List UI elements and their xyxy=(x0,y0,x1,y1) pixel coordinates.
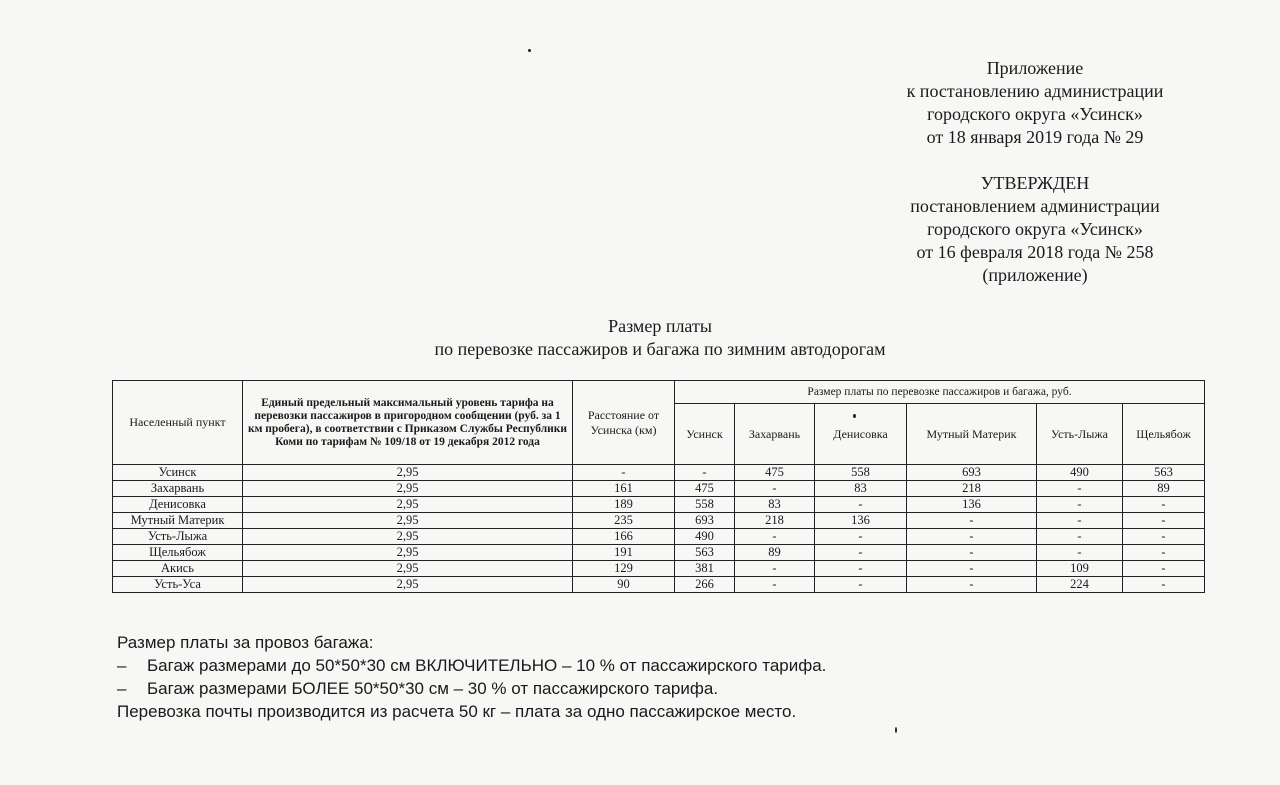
cell-fare: - xyxy=(1123,577,1205,593)
cell-tariff: 2,95 xyxy=(243,465,573,481)
cell-fare: - xyxy=(907,577,1037,593)
table-row xyxy=(113,465,1205,481)
header-fare-group: Размер платы по перевозке пассажиров и багажа, руб. xyxy=(675,381,1205,404)
cell-fare: 224 xyxy=(1037,577,1123,593)
cell-settlement: Усть-Уса xyxy=(113,577,243,593)
notes-item-text: Багаж размерами БОЛЕЕ 50*50*30 см – 30 % от пассажирского тарифа. xyxy=(147,679,719,698)
appendix-line: Приложение xyxy=(986,58,1084,78)
cell-settlement: Мутный Материк xyxy=(113,513,243,529)
cell-fare: 109 xyxy=(1037,561,1123,577)
scan-speck xyxy=(853,414,856,418)
cell-fare: - xyxy=(815,497,907,513)
table-row xyxy=(113,513,1205,529)
cell-fare: 381 xyxy=(675,561,735,577)
cell-fare: 89 xyxy=(735,545,815,561)
bullet-dash: – xyxy=(117,656,127,675)
fare-table xyxy=(112,380,1205,593)
cell-fare: - xyxy=(907,561,1037,577)
cell-settlement: Щельябож xyxy=(113,545,243,561)
approval-stamp-header xyxy=(875,172,1195,287)
cell-fare: 693 xyxy=(675,513,735,529)
approved-line: УТВЕРЖДЕН xyxy=(980,173,1090,193)
cell-tariff: 2,95 xyxy=(243,545,573,561)
approved-line: городского округа «Усинск» xyxy=(927,219,1143,239)
cell-tariff: 2,95 xyxy=(243,561,573,577)
cell-fare: - xyxy=(1037,545,1123,561)
cell-fare: - xyxy=(1037,497,1123,513)
cell-fare: 475 xyxy=(675,481,735,497)
cell-fare: - xyxy=(735,561,815,577)
cell-fare: - xyxy=(907,513,1037,529)
cell-fare: - xyxy=(815,545,907,561)
approved-line: (приложение) xyxy=(982,265,1088,285)
notes-item xyxy=(117,677,1017,700)
scan-speck xyxy=(895,727,897,733)
cell-fare: 490 xyxy=(1037,465,1123,481)
cell-fare: - xyxy=(815,529,907,545)
cell-tariff: 2,95 xyxy=(243,577,573,593)
notes-item-text: Багаж размерами до 50*50*30 см ВКЛЮЧИТЕЛЬНО – 10 % от пассажирского тарифа. xyxy=(147,656,827,675)
header-destination: Усинск xyxy=(675,404,735,465)
appendix-line: от 18 января 2019 года № 29 xyxy=(926,127,1144,147)
mail-note: Перевозка почты производится из расчета 50 кг – плата за одно пассажирское место. xyxy=(117,702,797,721)
cell-distance: 129 xyxy=(573,561,675,577)
cell-fare: 563 xyxy=(675,545,735,561)
bullet-dash: – xyxy=(117,679,127,698)
cell-fare: - xyxy=(907,529,1037,545)
header-distance: Расстояние от Усинска (км) xyxy=(573,381,675,465)
approved-line: от 16 февраля 2018 года № 258 xyxy=(916,242,1154,262)
cell-tariff: 2,95 xyxy=(243,497,573,513)
cell-distance: 191 xyxy=(573,545,675,561)
cell-fare: 83 xyxy=(735,497,815,513)
appendix-line: городского округа «Усинск» xyxy=(927,104,1143,124)
cell-fare: - xyxy=(815,577,907,593)
header-destination: Захарвань xyxy=(735,404,815,465)
table-row xyxy=(113,577,1205,593)
cell-distance: 90 xyxy=(573,577,675,593)
cell-fare: - xyxy=(1037,529,1123,545)
cell-fare: 266 xyxy=(675,577,735,593)
approved-line: постановлением администрации xyxy=(910,196,1160,216)
cell-fare: - xyxy=(1123,497,1205,513)
header-destination: Усть-Лыжа xyxy=(1037,404,1123,465)
cell-fare: - xyxy=(1123,529,1205,545)
cell-settlement: Усть-Лыжа xyxy=(113,529,243,545)
title-line-2: по перевозке пассажиров и багажа по зимним автодорогам xyxy=(434,339,886,359)
cell-settlement: Акись xyxy=(113,561,243,577)
cell-fare: 558 xyxy=(675,497,735,513)
cell-distance: 189 xyxy=(573,497,675,513)
scan-speck xyxy=(528,49,531,52)
cell-fare: - xyxy=(1037,513,1123,529)
header-settlement: Населенный пункт xyxy=(113,381,243,465)
appendix-line: к постановлению администрации xyxy=(906,81,1164,101)
header-tariff: Единый предельный максимальный уровень тарифа на перевозки пассажиров в пригородном сообщении (руб. за 1 км пробега), в соответствии с Приказом Службы Республики Коми по тарифам № 109/18 от 19 декабря 2012 года xyxy=(243,381,573,465)
cell-settlement: Захарвань xyxy=(113,481,243,497)
cell-distance: 161 xyxy=(573,481,675,497)
cell-fare: 83 xyxy=(815,481,907,497)
table-row xyxy=(113,529,1205,545)
baggage-notes xyxy=(117,631,1017,723)
document-title xyxy=(370,315,950,361)
cell-fare: 136 xyxy=(815,513,907,529)
cell-fare: - xyxy=(1037,481,1123,497)
cell-distance: 166 xyxy=(573,529,675,545)
cell-fare: 475 xyxy=(735,465,815,481)
header-destination: Денисовка xyxy=(815,404,907,465)
table-row xyxy=(113,481,1205,497)
cell-fare: - xyxy=(735,577,815,593)
cell-fare: - xyxy=(675,465,735,481)
appendix-header xyxy=(875,57,1195,149)
cell-fare: - xyxy=(735,529,815,545)
cell-fare: 558 xyxy=(815,465,907,481)
cell-fare: 218 xyxy=(907,481,1037,497)
notes-heading: Размер платы за провоз багажа: xyxy=(117,633,374,652)
cell-tariff: 2,95 xyxy=(243,529,573,545)
notes-item xyxy=(117,654,1017,677)
title-line-1: Размер платы xyxy=(608,316,712,336)
cell-distance: - xyxy=(573,465,675,481)
cell-fare: - xyxy=(815,561,907,577)
cell-settlement: Усинск xyxy=(113,465,243,481)
table-row xyxy=(113,545,1205,561)
cell-fare: 89 xyxy=(1123,481,1205,497)
cell-settlement: Денисовка xyxy=(113,497,243,513)
cell-distance: 235 xyxy=(573,513,675,529)
cell-fare: - xyxy=(1123,545,1205,561)
table-row xyxy=(113,497,1205,513)
cell-fare: - xyxy=(735,481,815,497)
cell-fare: 490 xyxy=(675,529,735,545)
cell-fare: 693 xyxy=(907,465,1037,481)
cell-fare: 218 xyxy=(735,513,815,529)
cell-fare: 563 xyxy=(1123,465,1205,481)
cell-fare: 136 xyxy=(907,497,1037,513)
cell-tariff: 2,95 xyxy=(243,513,573,529)
cell-fare: - xyxy=(907,545,1037,561)
cell-tariff: 2,95 xyxy=(243,481,573,497)
header-destination: Мутный Материк xyxy=(907,404,1037,465)
cell-fare: - xyxy=(1123,513,1205,529)
cell-fare: - xyxy=(1123,561,1205,577)
table-row xyxy=(113,561,1205,577)
header-destination: Щельябож xyxy=(1123,404,1205,465)
